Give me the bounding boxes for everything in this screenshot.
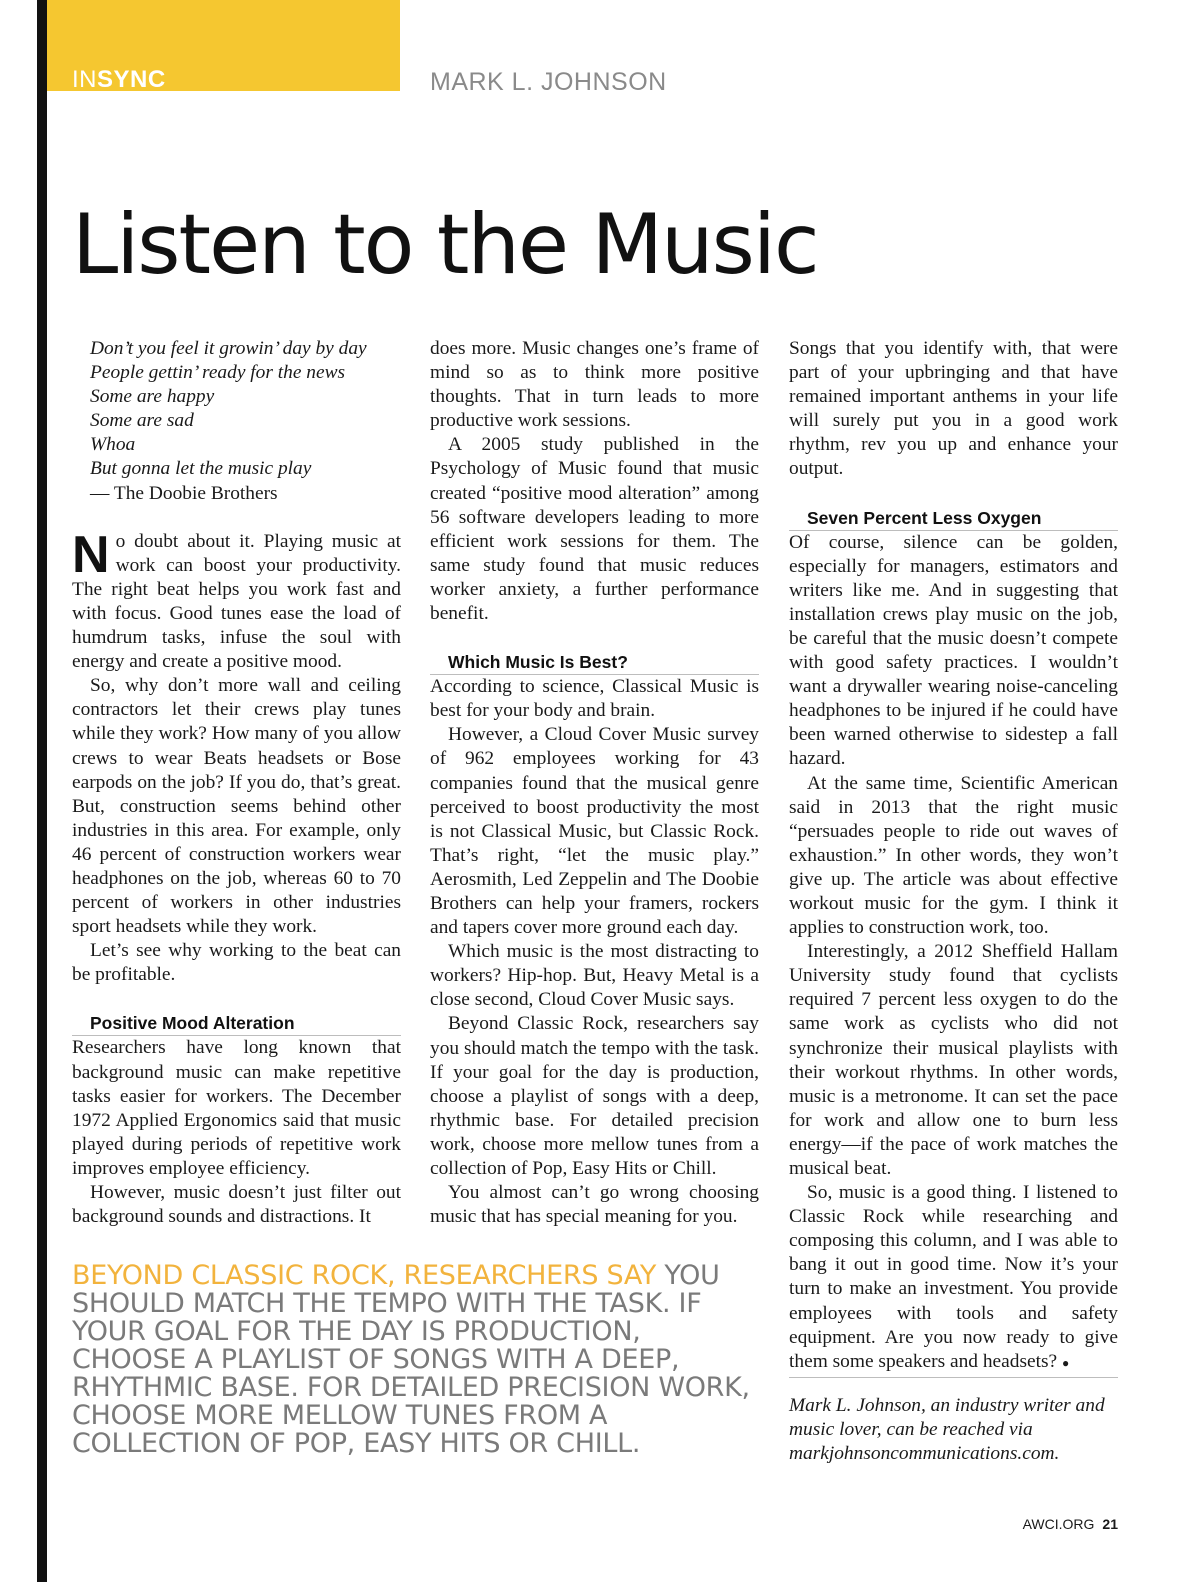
body-paragraph: At the same time, Scientific American said in 2013 that the right music “persuades people to ride out waves of exhaustion.” In other words, they won’t give up. The article was about effective workout music for the gym. I think it applies to construction work, too. <box>789 772 1118 939</box>
body-paragraph: does more. Music changes one’s frame of mind so as to think more positive thoughts. That in turn leads to more productive work sessions. <box>430 338 759 432</box>
closing-paragraph-text: So, music is a good thing. I listened to Classic Rock while researching and composing this column, and I was able to bang it out in good time. Now it’s your turn to make an investment. You provide employees with tools and safety equipment. Are you now ready to give them some speakers and headsets? <box>789 1182 1118 1372</box>
epigraph-line: But gonna let the music play <box>90 458 312 480</box>
subhead-which-music: Which Music Is Best? <box>430 651 759 675</box>
lead-paragraph <box>72 525 401 675</box>
department-label <box>72 68 166 90</box>
body-paragraph: According to science, Classical Music is best for your body and brain. <box>430 676 759 722</box>
article-title: Listen to the Music <box>72 196 818 293</box>
lead-paragraph-text: o doubt about it. Playing music at work can boost your productivity. The right beat helps you work fast and with focus. Good tunes ease the load of humdrum tasks, infuse the soul with energy and create a positive mood. <box>72 530 401 673</box>
body-paragraph: You almost can’t go wrong choosing music that has special meaning for you. <box>430 1182 759 1228</box>
body-paragraph: Interestingly, a 2012 Sheffield Hallam University study found that cyclists required 7 percent less oxygen to do the same work as cyclists who did not synchronize their musical playlists with their workout rhythms. In other words, music is a metronome. It can set the pace for work and allow one to burn less energy—if the pace of work matches the musical beat. <box>789 941 1118 1179</box>
subhead-positive-mood: Positive Mood Alteration <box>72 1012 401 1036</box>
left-edge-bar <box>37 0 47 1582</box>
body-paragraph: Beyond Classic Rock, researchers say you should match the tempo with the task. If your goal for the day is production, choose a playlist of songs with a deep, rhythmic base. For detailed precision work, choose more mellow tunes from a collection of Pop, Easy Hits or Chill. <box>430 1013 759 1179</box>
closing-paragraph <box>789 1181 1118 1375</box>
epigraph-credit: — The Doobie Brothers <box>90 482 278 504</box>
footer-site: AWCI.ORG <box>1022 1516 1095 1532</box>
body-paragraph: However, a Cloud Cover Music survey of 962 employees working for 43 companies found that the musical genre perceived to boost productivity the most is not Classical Music, but Classic Rock. That’s right, “let the music play.” Aerosmith, Led Zeppelin and The Doobie Brothers can help your framers, rockers and tapers cover more ground each day. <box>430 724 759 939</box>
author-bio-text: Mark L. Johnson, an industry writer and music lover, can be reached via markjohnsoncommunications.com. <box>789 1395 1105 1464</box>
department-label-in: IN <box>72 68 97 90</box>
body-paragraph: Let’s see why working to the beat can be profitable. <box>72 940 401 986</box>
pull-quote <box>72 1262 762 1458</box>
pull-quote-highlight: BEYOND CLASSIC ROCK, RESEARCHERS SAY <box>72 1260 657 1291</box>
body-paragraph: So, why don’t more wall and ceiling contractors let their crews play tunes while they work? How many of you allow crews to wear Beats headsets or Bose earpods on the job? If you do, that’s great. But, construction seems behind other industries in this area. For example, only 46 percent of construction workers wear headphones on the job, whereas 60 to 70 percent of workers in other industries sport headsets while they work. <box>72 675 401 938</box>
column-1 <box>72 337 401 1229</box>
epigraph-line: People gettin’ ready for the news <box>90 362 346 384</box>
page-footer <box>1023 1516 1118 1532</box>
column-3 <box>789 337 1118 1375</box>
body-paragraph: Which music is the most distracting to workers? Hip-hop. But, Heavy Metal is a close second, Cloud Cover Music says. <box>430 941 759 1011</box>
drop-cap: N <box>72 525 110 584</box>
author-byline: MARK L. JOHNSON <box>430 68 667 96</box>
body-paragraph: A 2005 study published in the Psychology of Music found that music created “positive mood alteration” among 56 software developers leading to more efficient work sessions for them. The same study found that music reduces worker anxiety, a further performance benefit. <box>430 434 759 625</box>
epigraph-line: Some are happy <box>90 386 215 408</box>
body-paragraph: Researchers have long known that background music can make repetitive tasks easier for workers. The December 1972 Applied Ergonomics said that music played during periods of repetitive work improves employee efficiency. <box>72 1037 401 1179</box>
author-bio <box>789 1377 1118 1466</box>
epigraph-line: Don’t you feel it growin’ day by day <box>90 338 367 359</box>
page-number: 21 <box>1102 1516 1118 1532</box>
body-paragraph: Songs that you identify with, that were part of your upbringing and that have remained important anthems in your life will surely put you in a good work rhythm, rev you up and enhance your output. <box>789 338 1118 480</box>
end-mark-icon: ● <box>1062 1355 1070 1370</box>
epigraph-line: Some are sad <box>90 410 194 432</box>
body-paragraph: However, music doesn’t just filter out background sounds and distractions. It <box>72 1182 401 1228</box>
subhead-seven-percent: Seven Percent Less Oxygen <box>789 507 1118 531</box>
body-paragraph: Of course, silence can be golden, especially for managers, estimators and writers like me. And in suggesting that installation crews play music on the job, be careful that the music doesn’t compete with good safety practices. I wouldn’t want a drywaller wearing noise-canceling headphones to be injured if he could have been warned otherwise to sidestep a fall hazard. <box>789 531 1118 770</box>
department-label-sync: SYNC <box>97 68 166 90</box>
epigraph-line: Whoa <box>90 434 136 456</box>
column-2 <box>430 337 759 1229</box>
pull-quote-text: YOU SHOULD MATCH THE TEMPO WITH THE TASK. IF YOUR GOAL FOR THE DAY IS PRODUCTION, CHOOSE A PLAYLIST OF SONGS WITH A DEEP, RHYTHMIC BASE. FOR DETAILED PRECISION WORK, CHOOSE MORE MELLOW TUNES FROM A COLLECTION OF POP, EASY HITS OR CHILL. <box>72 1260 750 1459</box>
